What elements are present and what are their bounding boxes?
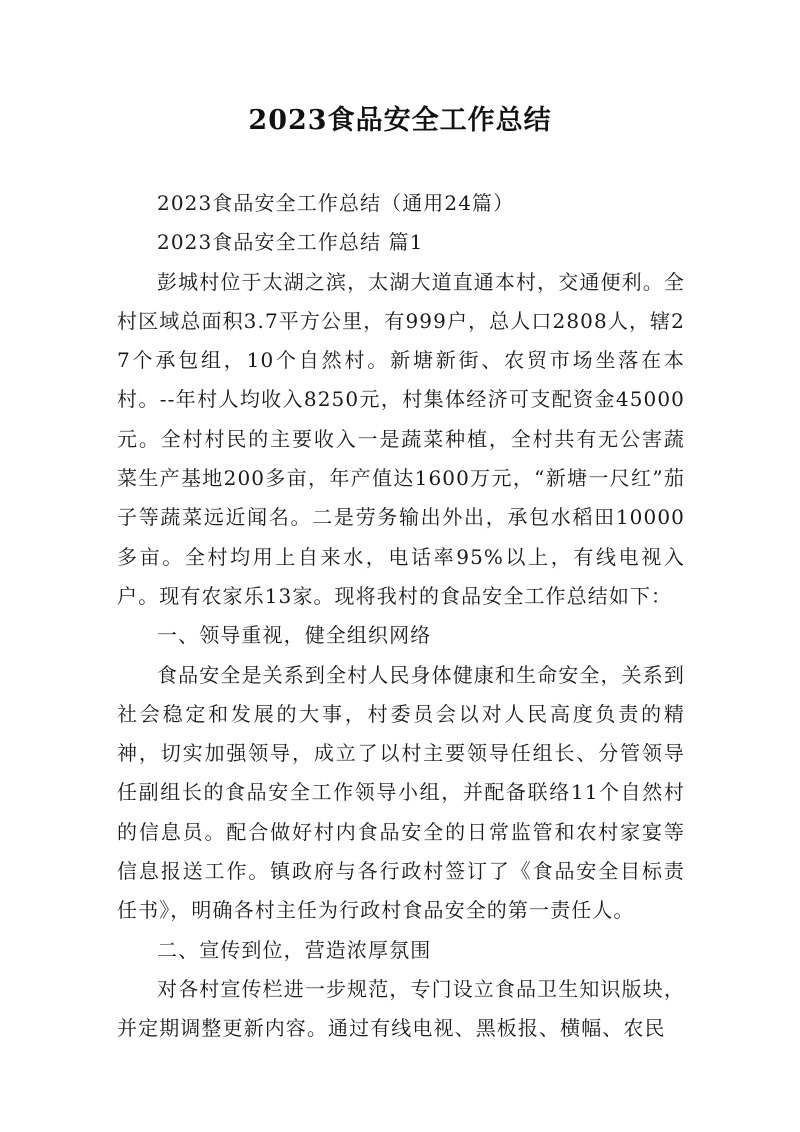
leadership-paragraph: 食品安全是关系到全村人民身体健康和生命安全，关系到社会稳定和发展的大事，村委员会以对人民高度负责的精神，切实加强领导，成立了以村主要领导任组长、分管领导任副组长的食品安全工作领导小组，并配备联络11个自然村的信息员。配合做好村内食品安全的日常监管和农村家宴等信息报送工作。镇政府与各行政村签订了《食品安全目标责任书》，明确各村主任为行政村食品安全的第一责任人。 <box>117 662 685 923</box>
section-heading-1: 一、领导重视，健全组织网络 <box>157 623 432 648</box>
section-heading-part-1: 2023食品安全工作总结 篇1 <box>157 230 424 255</box>
intro-paragraph: 彭城村位于太湖之滨，太湖大道直通本村，交通便利。全村区域总面积3.7平方公里，有999户，总人口2808人，辖27个承包组，10个自然村。新塘新街、农贸市场坐落在本村。--年村人均收入8250元，村集体经济可支配资金45000元。全村村民的主要收入一是蔬菜种植，全村共有无公害蔬菜生产基地200多亩，年产值达1600万元，“新塘一尺红”茄子等蔬菜远近闻名。二是劳务输出外出，承包水稻田10000多亩。全村均用上自来水，电话率95%以上，有线电视入户。现有农家乐13家。现将我村的食品安全工作总结如下： <box>117 269 685 608</box>
section-heading-2: 二、宣传到位，营造浓厚氛围 <box>157 937 432 962</box>
document-title: 2023食品安全工作总结 <box>248 105 552 136</box>
publicity-paragraph: 对各村宣传栏进一步规范，专门设立食品卫生知识版块，并定期调整更新内容。通过有线电视、黑板报、横幅、农民 <box>117 976 685 1041</box>
document-body <box>117 184 685 1049</box>
subtitle-paragraph: 2023食品安全工作总结（通用24篇） <box>157 191 515 215</box>
